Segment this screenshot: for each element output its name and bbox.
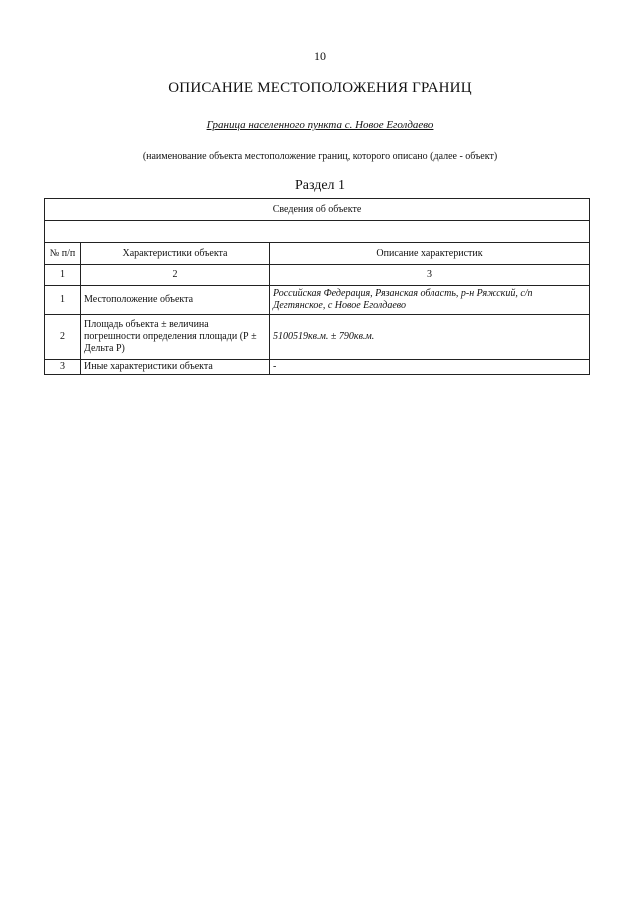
table-row	[45, 286, 590, 315]
column-number-3: 3	[270, 265, 590, 286]
table-column-numbers-row	[45, 265, 590, 286]
table-spacer-row	[45, 221, 590, 243]
document-title: ОПИСАНИЕ МЕСТОПОЛОЖЕНИЯ ГРАНИЦ	[168, 80, 472, 96]
row-number: 2	[45, 315, 81, 360]
row-characteristic: Иные характеристики объекта	[81, 360, 270, 375]
table-heading: Сведения об объекте	[45, 199, 590, 221]
object-info-table	[44, 198, 590, 375]
page-number: 10	[314, 49, 326, 63]
column-number-2: 2	[81, 265, 270, 286]
section-title: Раздел 1	[294, 178, 346, 193]
object-caption: (наименование объекта местоположение границ, которого описано (далее - объект)	[142, 151, 498, 162]
row-description: -	[270, 360, 590, 375]
column-header-characteristic: Характеристики объекта	[81, 243, 270, 265]
table-row	[45, 315, 590, 360]
row-description: 5100519кв.м. ± 790кв.м.	[270, 315, 590, 360]
row-number: 3	[45, 360, 81, 375]
row-description: Российская Федерация, Рязанская область, р-н Ряжский, с/п Дегтянское, с Новое Еголдаево	[270, 286, 590, 315]
table-header-row	[45, 243, 590, 265]
row-characteristic: Местоположение объекта	[81, 286, 270, 315]
row-number: 1	[45, 286, 81, 315]
column-header-number: № п/п	[45, 243, 81, 265]
column-header-description: Описание характеристик	[270, 243, 590, 265]
row-characteristic: Площадь объекта ± величина погрешности определения площади (Р ± Дельта Р)	[81, 315, 270, 360]
object-name-line	[0, 119, 640, 131]
table-row	[45, 360, 590, 375]
object-name: Граница населенного пункта с. Новое Еголдаево	[206, 119, 434, 131]
table-spacer-cell	[45, 221, 590, 243]
column-number-1: 1	[45, 265, 81, 286]
